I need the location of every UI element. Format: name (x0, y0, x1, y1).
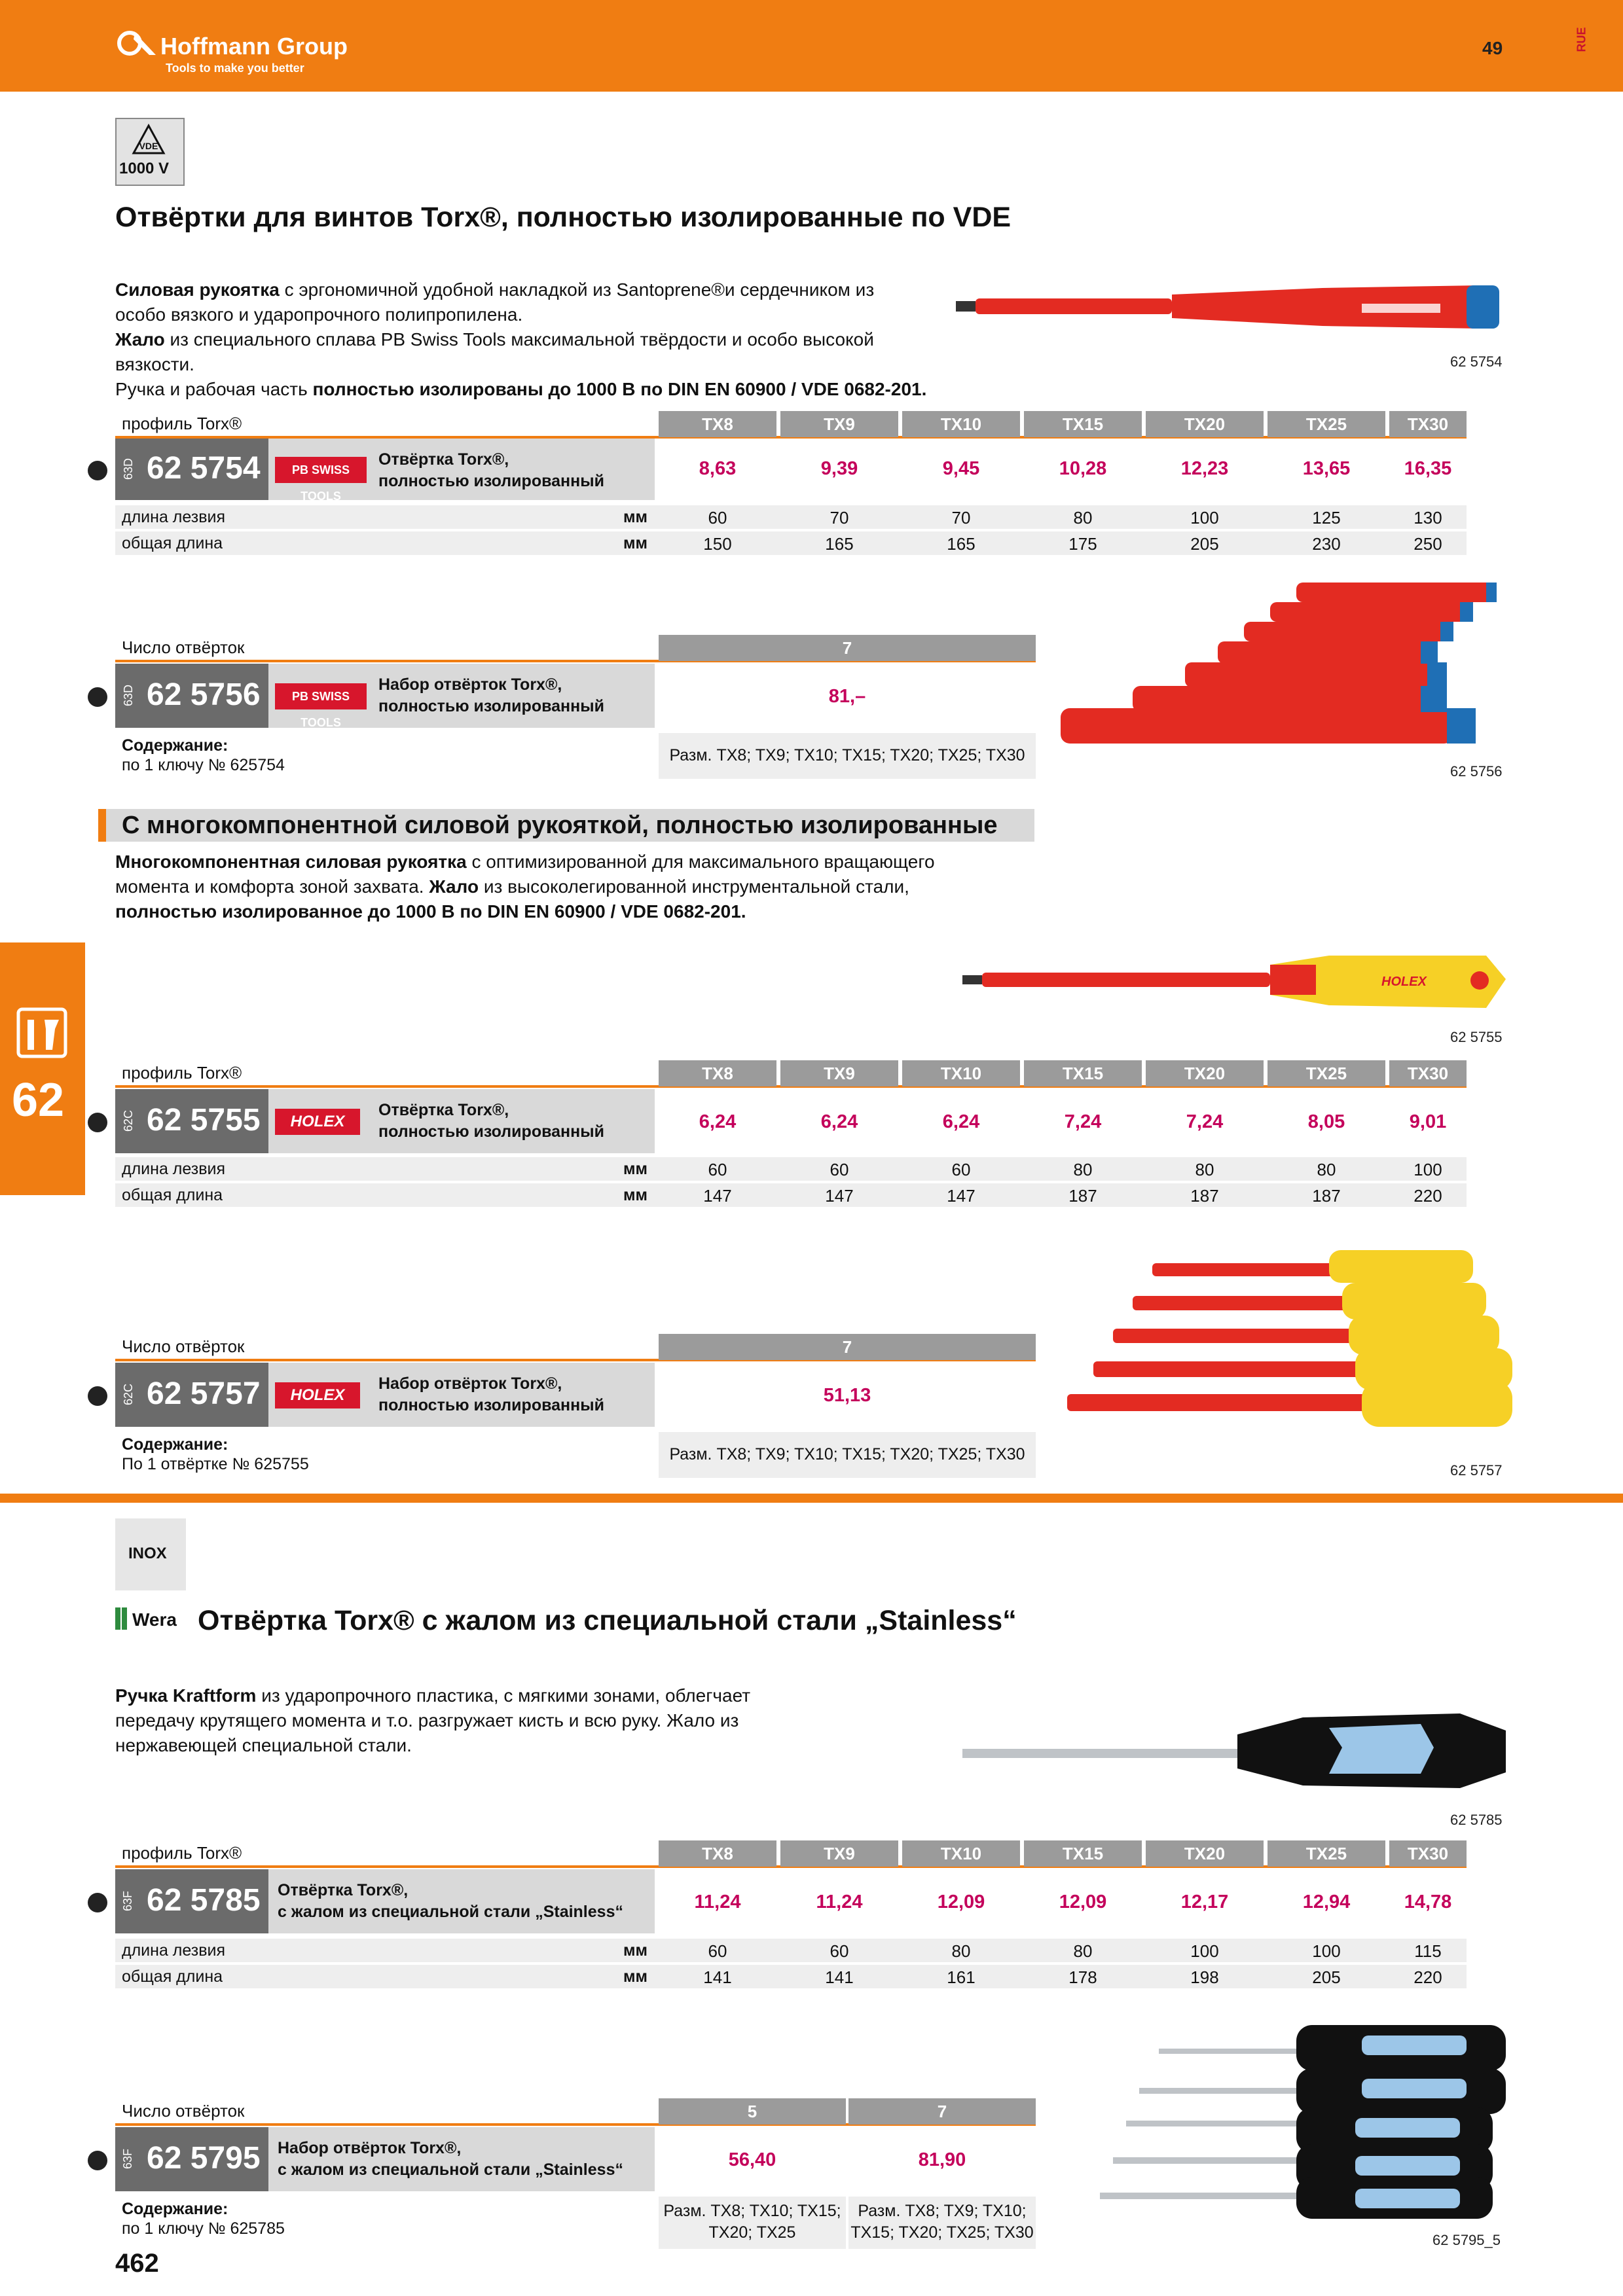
section3-title: Отвёртка Torx® с жалом из специальной стали „Stainless“ (198, 1605, 1017, 1636)
holex-logo: HOLEX (275, 1382, 360, 1408)
chapter-tab (0, 942, 85, 1195)
size-header: TX30 (1389, 1840, 1467, 1867)
table-cell: 60 (830, 1160, 849, 1179)
article-number: 62 5754 (147, 451, 261, 486)
row-unit: мм (623, 534, 647, 552)
brand-name: Hoffmann Group (160, 33, 348, 60)
page-number-top: 49 (1482, 38, 1503, 58)
image-caption: 62 5785 (1450, 1812, 1503, 1828)
content-info: Содержание: по 1 ключу № 625785 (122, 2200, 285, 2238)
table-cell: 147 (703, 1186, 732, 1206)
image-caption: 62 5754 (1450, 353, 1503, 370)
price: 7,24 (1186, 1111, 1224, 1132)
table-cell: 80 (1195, 1160, 1214, 1179)
price: 8,05 (1307, 1111, 1345, 1132)
table-cell: 165 (825, 534, 854, 554)
price: 12,94 (1302, 1892, 1351, 1912)
pb-swiss-tools-logo: PB SWISS TOOLS (275, 457, 367, 483)
article-code: 63F (121, 2148, 135, 2170)
image-caption: 62 5756 (1450, 763, 1503, 780)
row-label: длина лезвия (122, 508, 225, 526)
banner-accent (98, 809, 106, 842)
product-desc: Набор отвёрток Torx®, с жалом из специальной стали „Stainless“ (278, 2139, 623, 2179)
count-header: 7 (659, 635, 1036, 661)
table-cell: 100 (1413, 1160, 1442, 1179)
section3-description: Ручка Kraftform из ударопрочного пластика, с мягкими зонами, облегчает передачу крутящего момента и т.о. разгружает кисть и всю руку. Жало из нержавеющей специальной стали. (115, 1685, 751, 1755)
table-cell: 205 (1190, 534, 1219, 554)
table-cell: 150 (703, 534, 732, 554)
vde-voltage: 1000 V (119, 160, 170, 177)
subsection-title: С многокомпонентной силовой рукояткой, полностью изолированные (122, 812, 998, 839)
brand-tagline: Tools to make you better (166, 62, 304, 75)
table-cell: 165 (947, 534, 976, 554)
price: 10,28 (1059, 458, 1107, 479)
size-header: TX9 (780, 1060, 898, 1086)
size-header: TX15 (1024, 1840, 1142, 1867)
sizes-text: Разм. TX8; TX9; TX10; TX15; TX20; TX25; TX30 (669, 746, 1025, 764)
size-header: TX10 (902, 411, 1020, 437)
table-cell: 147 (947, 1186, 976, 1206)
price: 51,13 (823, 1385, 871, 1406)
torx-symbol-icon (88, 1386, 107, 1406)
row-unit: мм (623, 1941, 647, 1960)
price: 81,– (828, 686, 866, 707)
svg-text:HOLEX: HOLEX (1381, 975, 1427, 989)
row-unit: мм (623, 1186, 647, 1204)
article-number: 62 5785 (147, 1883, 261, 1918)
product-desc: Отвёртка Torx®, полностью изолированный (378, 1101, 604, 1141)
section1-title: Отвёртки для винтов Torx®, полностью изолированные по VDE (115, 202, 1012, 233)
article-code: 62C (122, 1383, 136, 1406)
count-header: 5 (659, 2098, 846, 2125)
price: 12,09 (937, 1892, 985, 1912)
size-header: TX15 (1024, 411, 1142, 437)
table-cell: 205 (1312, 1967, 1341, 1987)
table-cell: 60 (708, 508, 727, 528)
table-cell: 80 (1073, 1941, 1093, 1961)
profile-label: профиль Torx® (122, 1843, 242, 1863)
content-info: Содержание: по 1 ключу № 625754 (122, 736, 285, 774)
table-cell: 100 (1312, 1941, 1341, 1961)
size-header: TX20 (1146, 1840, 1264, 1867)
row-label: длина лезвия (122, 1941, 225, 1960)
size-header: TX9 (780, 1840, 898, 1867)
torx-symbol-icon (88, 1113, 107, 1132)
price: 6,24 (820, 1111, 858, 1132)
table-cell: 147 (825, 1186, 854, 1206)
table-cell: 60 (830, 1941, 849, 1961)
section-divider (0, 1494, 1623, 1503)
row-label: общая длина (122, 1186, 223, 1204)
torx-symbol-icon (88, 1893, 107, 1912)
price: 6,24 (699, 1111, 737, 1132)
content-info: Содержание: По 1 отвёртке № 625755 (122, 1435, 309, 1473)
product-desc: Отвёртка Torx®, полностью изолированный (378, 450, 604, 490)
vde-triangle-icon (131, 123, 166, 156)
row-unit: мм (623, 1967, 647, 1986)
count-header: 7 (659, 1334, 1036, 1360)
count-header: 7 (848, 2098, 1036, 2125)
language-code: RUE (1575, 27, 1588, 52)
size-header: TX25 (1267, 1060, 1385, 1086)
table-cell: 70 (830, 508, 849, 528)
size-header: TX25 (1267, 1840, 1385, 1867)
table-cell: 220 (1413, 1186, 1442, 1206)
table-cell: 187 (1190, 1186, 1219, 1206)
screwdriver-image (962, 942, 1512, 1021)
torx-symbol-icon (88, 2151, 107, 2170)
table-cell: 125 (1312, 508, 1341, 528)
price: 12,17 (1180, 1892, 1229, 1912)
size-header: TX8 (659, 1060, 776, 1086)
screwdriver-set-image (1100, 2022, 1519, 2219)
count-label: Число отвёрток (122, 2101, 245, 2121)
price: 9,45 (942, 458, 980, 479)
price: 7,24 (1064, 1111, 1102, 1132)
table-cell: 178 (1068, 1967, 1097, 1987)
table-cell: 220 (1413, 1967, 1442, 1987)
hoffmann-logo-icon (115, 26, 158, 60)
table-cell: 80 (1073, 508, 1093, 528)
article-code: 63D (122, 684, 136, 707)
table-cell: 175 (1068, 534, 1097, 554)
price: 12,23 (1180, 458, 1229, 479)
article-code: 63D (122, 457, 136, 480)
svg-text:Wera: Wera (132, 1609, 177, 1630)
size-header: TX25 (1267, 411, 1385, 437)
table-cell: 80 (951, 1941, 971, 1961)
image-caption: 62 5795_5 (1432, 2232, 1501, 2248)
price: 12,09 (1059, 1892, 1107, 1912)
count-label: Число отвёрток (122, 1336, 245, 1356)
table-cell: 130 (1413, 508, 1442, 528)
table-cell: 198 (1190, 1967, 1219, 1987)
table-cell: 70 (951, 508, 971, 528)
table-cell: 230 (1312, 534, 1341, 554)
page-number: 462 (115, 2249, 159, 2278)
section1-description: Силовая рукоятка с эргономичной удобной накладкой из Santoprene®и сердечником из особо вязкого и ударопрочного полипропилена. Жало из специального сплава PB Swiss Tools максимальной твёрдости и особо высокой вязкости. Ручка и рабочая часть полностью изолированы до 1000 В по DIN EN 60900 / VDE 0682-201. (115, 279, 927, 399)
table-cell: 60 (951, 1160, 971, 1179)
table-cell: 100 (1190, 1941, 1219, 1961)
sizes-text: Разм. TX8; TX10; TX15; TX20; TX25 (663, 2202, 841, 2242)
size-header: TX8 (659, 411, 776, 437)
product-desc: Набор отвёрток Torx®, полностью изолированный (378, 675, 604, 715)
svg-text:VDE: VDE (139, 141, 158, 151)
article-number: 62 5755 (147, 1103, 261, 1138)
product-desc: Набор отвёрток Torx®, полностью изолированный (378, 1374, 604, 1414)
table-cell: 141 (703, 1967, 732, 1987)
table-cell: 187 (1312, 1186, 1341, 1206)
size-header: TX10 (902, 1840, 1020, 1867)
article-code: 63F (121, 1890, 135, 1912)
profile-label: профиль Torx® (122, 414, 242, 433)
sizes-text: Разм. TX8; TX9; TX10; TX15; TX20; TX25; TX30 (850, 2202, 1034, 2242)
screwdriver-image (956, 275, 1512, 340)
price: 8,63 (699, 458, 737, 479)
table-cell: 100 (1190, 508, 1219, 528)
row-label: длина лезвия (122, 1160, 225, 1178)
profile-label: профиль Torx® (122, 1063, 242, 1083)
price: 13,65 (1302, 458, 1351, 479)
price: 11,24 (694, 1892, 741, 1912)
article-number: 62 5795 (147, 2141, 261, 2176)
screwdriver-image (962, 1708, 1512, 1793)
image-caption: 62 5757 (1450, 1462, 1503, 1479)
count-label: Число отвёрток (122, 637, 245, 657)
price: 11,24 (816, 1892, 863, 1912)
price: 9,39 (820, 458, 858, 479)
price: 16,35 (1404, 458, 1452, 479)
table-cell: 115 (1414, 1941, 1442, 1961)
row-unit: мм (623, 508, 647, 526)
sizes-text: Разм. TX8; TX9; TX10; TX15; TX20; TX25; TX30 (669, 1445, 1025, 1463)
table-cell: 60 (708, 1160, 727, 1179)
inox-label: INOX (128, 1545, 167, 1562)
size-header: TX15 (1024, 1060, 1142, 1086)
row-label: общая длина (122, 1967, 223, 1986)
table-cell: 161 (947, 1967, 976, 1987)
price: 56,40 (728, 2149, 776, 2170)
table-cell: 80 (1073, 1160, 1093, 1179)
size-header: TX8 (659, 1840, 776, 1867)
price: 14,78 (1404, 1892, 1452, 1912)
table-cell: 250 (1413, 534, 1442, 554)
price: 9,01 (1409, 1111, 1447, 1132)
size-header: TX30 (1389, 411, 1467, 437)
torx-symbol-icon (88, 461, 107, 480)
price: 81,90 (918, 2149, 966, 2170)
section2-description: Многокомпонентная силовая рукоятка с оптимизированной для максимального вращающего момента и комфорта зоной захвата. Жало из высоколегированной инструментальной стали, полностью изолированное до 1000 В по DIN EN 60900 / VDE 0682-201. (115, 852, 935, 922)
row-unit: мм (623, 1160, 647, 1178)
size-header: TX20 (1146, 1060, 1264, 1086)
size-header: TX10 (902, 1060, 1020, 1086)
pb-swiss-tools-logo: PB SWISS TOOLS (275, 683, 367, 709)
chapter-number: 62 (12, 1074, 65, 1126)
holex-logo: HOLEX (275, 1109, 360, 1135)
article-number: 62 5756 (147, 677, 261, 712)
table-cell: 60 (708, 1941, 727, 1961)
size-header: TX20 (1146, 411, 1264, 437)
tools-chapter-icon (16, 1007, 68, 1059)
row-label: общая длина (122, 534, 223, 552)
article-number: 62 5757 (147, 1376, 261, 1411)
wera-logo-icon (115, 1604, 187, 1632)
table-cell: 80 (1317, 1160, 1336, 1179)
table-cell: 141 (825, 1967, 854, 1987)
screwdriver-set-image (1054, 1244, 1512, 1440)
table-cell: 187 (1068, 1186, 1097, 1206)
article-code: 62C (122, 1109, 136, 1132)
torx-symbol-icon (88, 687, 107, 707)
product-desc: Отвёртка Torx®, с жалом из специальной стали „Stainless“ (278, 1881, 623, 1921)
size-header: TX9 (780, 411, 898, 437)
price: 6,24 (942, 1111, 980, 1132)
size-header: TX30 (1389, 1060, 1467, 1086)
screwdriver-set-image (1054, 576, 1512, 753)
image-caption: 62 5755 (1450, 1029, 1503, 1045)
